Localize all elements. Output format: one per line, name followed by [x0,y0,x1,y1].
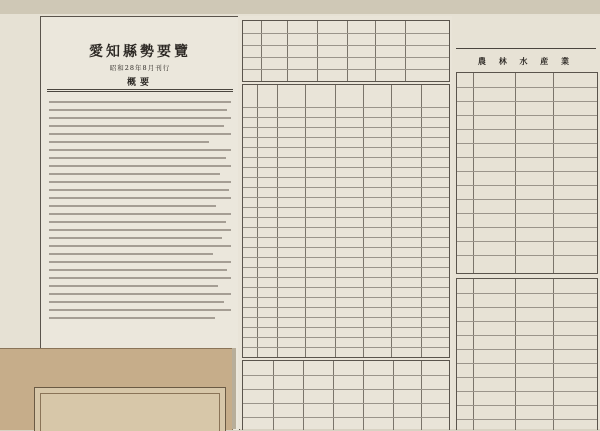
fisheries-table [456,278,598,430]
map-frame [34,387,226,431]
climate-table [242,20,450,82]
fold-shadow [232,348,236,429]
agriculture-panel [452,16,600,429]
agriculture-table [456,72,598,274]
heading-rule [47,89,233,92]
municipal-statistics-table [242,84,450,358]
publication-date: 昭和28年8月刊行 [109,64,171,72]
document-title: 愛知縣勢要覽 [89,44,191,60]
overview-text-block [49,101,231,325]
top-edge-band [0,0,600,14]
statistics-panel [238,16,453,429]
section-heading: 概要 [126,78,153,88]
population-summary-table [242,360,450,430]
folded-map-corner [0,348,233,430]
agriculture-section-title: 農 林 水 産 業 [477,56,575,66]
